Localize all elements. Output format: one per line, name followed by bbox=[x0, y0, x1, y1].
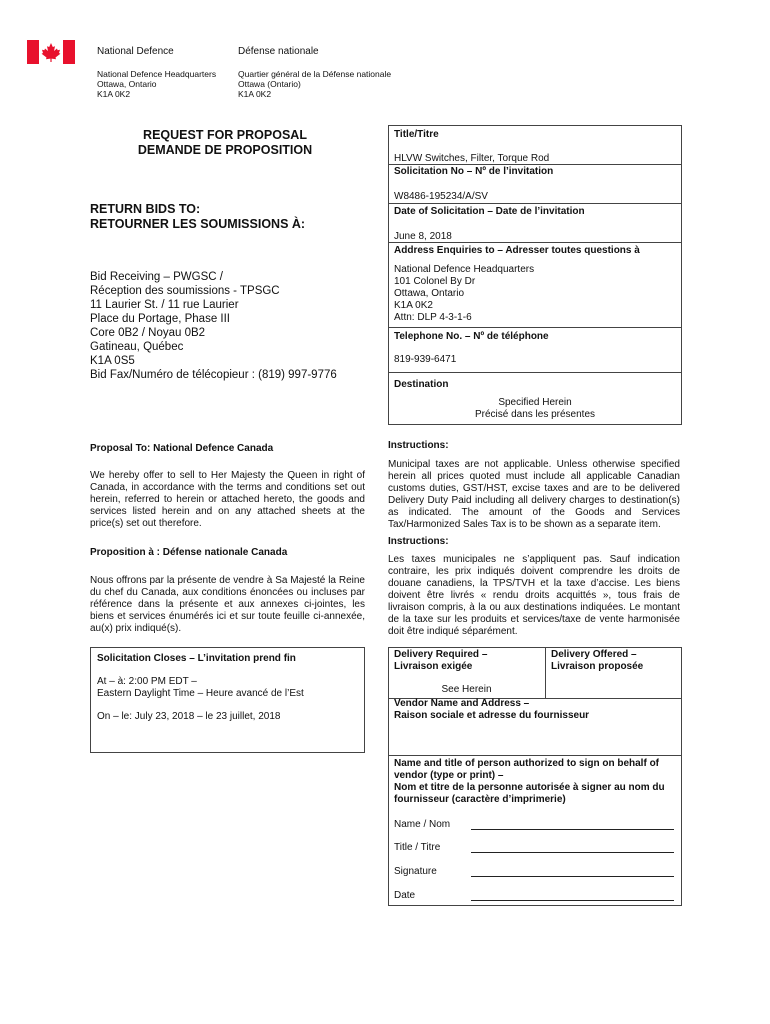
destination-label: Destination bbox=[394, 379, 449, 390]
address-fr-line: Ottawa (Ontario) bbox=[238, 79, 301, 89]
signature-heading-line: Nom et titre de la personne autorisée à signer au nom du bbox=[394, 782, 665, 793]
bid-address-line: K1A 0S5 bbox=[90, 355, 135, 367]
divider bbox=[388, 164, 682, 165]
delivery-required-label bbox=[394, 649, 487, 673]
title-en: REQUEST FOR PROPOSAL bbox=[143, 128, 307, 142]
divider bbox=[545, 647, 546, 699]
destination-value bbox=[388, 397, 682, 421]
vendor-label-line: Vendor Name and Address – bbox=[394, 698, 530, 709]
closing-date: On – le: July 23, 2018 – le 23 juillet, 2018 bbox=[97, 711, 281, 722]
telephone-label: Telephone No. – Nº de téléphone bbox=[394, 331, 549, 342]
address-en-line: Ottawa, Ontario bbox=[97, 79, 157, 89]
divider bbox=[388, 372, 682, 373]
address-fr-line: K1A 0K2 bbox=[238, 89, 272, 99]
destination-line: Précisé dans les présentes bbox=[474, 409, 596, 420]
proposal-to-en: Proposal To: National Defence Canada bbox=[90, 443, 274, 454]
canada-flag-logo bbox=[27, 40, 75, 64]
signature-field-line[interactable] bbox=[471, 876, 674, 877]
address-en bbox=[97, 69, 216, 99]
bid-address-line: 11 Laurier St. / 11 rue Laurier bbox=[90, 299, 239, 311]
proposal-to-fr: Proposition à : Défense nationale Canada bbox=[90, 547, 288, 558]
divider bbox=[388, 242, 682, 243]
telephone-value: 819-939-6471 bbox=[394, 354, 457, 365]
vendor-label bbox=[394, 698, 589, 722]
bid-address-line: Gatineau, Québec bbox=[90, 341, 184, 353]
department-name-fr: Défense nationale bbox=[238, 46, 319, 57]
address-fr bbox=[238, 69, 391, 99]
destination-line: Specified Herein bbox=[498, 397, 572, 408]
signature-heading-line: Name and title of person authorized to sign on behalf of bbox=[394, 758, 660, 769]
divider bbox=[388, 203, 682, 204]
bid-address-line: Core 0B2 / Noyau 0B2 bbox=[90, 327, 206, 339]
signature-heading-line: fournisseur (caractère d’imprimerie) bbox=[394, 794, 566, 805]
bid-receiving-address bbox=[90, 270, 337, 382]
address-fr-line: Quartier général de la Défense nationale bbox=[238, 69, 392, 79]
date-field-line[interactable] bbox=[471, 900, 674, 901]
solicitation-date-label: Date of Solicitation – Date de l’invitation bbox=[394, 206, 585, 217]
return-bids-heading bbox=[90, 202, 305, 232]
closing-time-line: At – à: 2:00 PM EDT – bbox=[97, 676, 197, 687]
bid-address-line: Bid Fax/Numéro de télécopieur : (819) 997-9776 bbox=[90, 369, 337, 381]
delivery-required-value: See Herein bbox=[441, 684, 492, 695]
date-field-label: Date bbox=[394, 890, 416, 901]
divider bbox=[388, 327, 682, 328]
vendor-label-line: Raison sociale et adresse du fournisseur bbox=[394, 710, 590, 721]
bid-address-line: Bid Receiving – PWGSC / bbox=[90, 271, 223, 283]
delivery-offered-line: Livraison proposée bbox=[551, 661, 644, 672]
title-label: Title/Titre bbox=[394, 129, 439, 140]
return-bids-fr: RETOURNER LES SOUMISSIONS À: bbox=[90, 217, 306, 231]
signature-heading-line: vendor (type or print) – bbox=[394, 770, 504, 781]
enquiries-line: National Defence Headquarters bbox=[394, 264, 535, 275]
name-field-line[interactable] bbox=[471, 829, 674, 830]
instructions-label-en: Instructions: bbox=[388, 440, 449, 451]
title-field-label: Title / Titre bbox=[394, 842, 441, 853]
divider bbox=[388, 755, 682, 756]
closing-time-line: Eastern Daylight Time – Heure avancé de l’Est bbox=[97, 688, 304, 699]
delivery-required-line: Livraison exigée bbox=[394, 661, 473, 672]
title-fr: DEMANDE DE PROPOSITION bbox=[137, 143, 313, 157]
signature-field-label: Signature bbox=[394, 866, 437, 877]
signature-heading bbox=[394, 758, 665, 806]
enquiries-line: Attn: DLP 4-3-1-6 bbox=[394, 312, 472, 323]
solicitation-date-value: June 8, 2018 bbox=[394, 231, 452, 242]
proposal-body-en: We hereby offer to sell to Her Majesty the Queen in right of Canada, in accordance with the terms and conditions set out herein, referred to herein or attached hereto, the goods and services listed herein and on any attached sheets at the price(s) set out therefore. bbox=[90, 470, 365, 529]
delivery-offered-line: Delivery Offered – bbox=[551, 649, 637, 660]
instructions-body-en: Municipal taxes are not applicable. Unless otherwise specified herein all prices quoted must include all applicable Canadian customs duties, GST/HST, excise taxes and are to be delivered Delivery Duty Paid including all delivery charges to destination(s) as indicated. The amount of the Goods and Services Tax/Harmonized Sales Tax is to be shown as a separate item. bbox=[388, 459, 680, 530]
document-title bbox=[90, 128, 360, 158]
name-field-label: Name / Nom bbox=[394, 819, 451, 830]
enquiries-address bbox=[394, 264, 534, 324]
solicitation-no-label: Solicitation No – Nº de l’invitation bbox=[394, 166, 554, 177]
address-en-line: K1A 0K2 bbox=[97, 89, 131, 99]
delivery-required-line: Delivery Required – bbox=[394, 649, 488, 660]
delivery-offered-label bbox=[551, 649, 643, 673]
bid-address-line: Réception des soumissions - TPSGC bbox=[90, 285, 280, 297]
closing-label: Solicitation Closes – L’invitation prend fin bbox=[97, 653, 296, 664]
bid-address-line: Place du Portage, Phase III bbox=[90, 313, 231, 325]
title-field-line[interactable] bbox=[471, 852, 674, 853]
instructions-body-fr: Les taxes municipales ne s’appliquent pas. Sauf indication contraire, les prix indiqués doivent comprendre les droits de douane canadiens, la TPS/TVH et la taxe d’accise. Les biens doivent être livrés « rendu droits acquittés », tous frais de livraison compris, à la ou aux destinations indiquées. Le montant de la taxe sur les produits et services/taxe de vente harmonisée doit être indiqué séparément. bbox=[388, 554, 680, 637]
instructions-label-fr: Instructions: bbox=[388, 536, 449, 547]
enquiries-label: Address Enquiries to – Adresser toutes questions à bbox=[394, 245, 640, 256]
address-en-line: National Defence Headquarters bbox=[97, 69, 217, 79]
department-name-en: National Defence bbox=[97, 46, 174, 57]
return-bids-en: RETURN BIDS TO: bbox=[90, 202, 201, 216]
solicitation-no-value: W8486-195234/A/SV bbox=[394, 191, 488, 202]
enquiries-line: K1A 0K2 bbox=[394, 300, 433, 311]
closing-time bbox=[97, 676, 304, 700]
title-value: HLVW Switches, Filter, Torque Rod bbox=[394, 153, 550, 164]
enquiries-line: Ottawa, Ontario bbox=[394, 288, 465, 299]
enquiries-line: 101 Colonel By Dr bbox=[394, 276, 476, 287]
proposal-body-fr: Nous offrons par la présente de vendre à Sa Majesté la Reine du chef du Canada, aux conditions énoncées ou incluses par référence dans la présente et aux annexes ci-jointes, les biens et services énumérés ici et sur toute feuille ci-annexée, au(x) prix indiqué(s). bbox=[90, 575, 365, 634]
